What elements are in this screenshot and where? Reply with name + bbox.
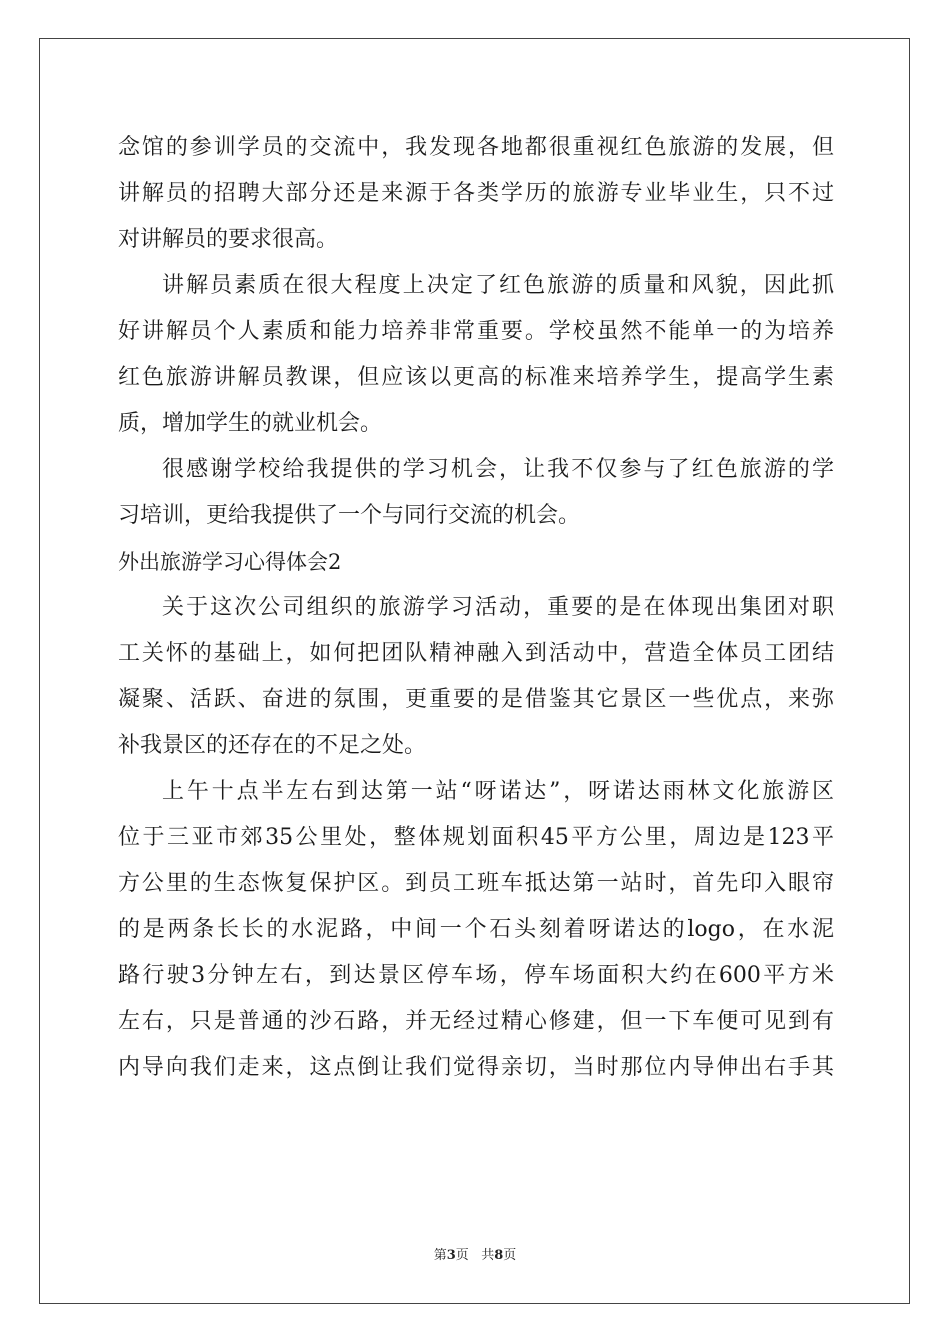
text-line-content: 关于这次公司组织的旅游学习活动，重要的是在体现出集团对职 (162, 595, 834, 620)
text-line-content: 内导向我们走来，这点倒让我们觉得亲切，当时那位内导伸出右手其 (118, 1055, 834, 1080)
text-line (118, 861, 834, 907)
text-line-content: 质，增加学生的就业机会。 (118, 411, 383, 436)
text-line-content: 外出旅游学习心得体会2 (118, 550, 342, 574)
text-line (118, 125, 834, 171)
text-line (118, 309, 834, 355)
text-line (118, 217, 834, 263)
text-line (118, 447, 834, 493)
text-line-content: 讲解员素质在很大程度上决定了红色旅游的质量和风貌，因此抓 (162, 273, 834, 298)
text-line-content: 补我景区的还存在的不足之处。 (118, 733, 427, 758)
text-line-content: 很感谢学校给我提供的学习机会，让我不仅参与了红色旅游的学 (162, 457, 834, 482)
text-line (118, 355, 834, 401)
text-line-content: 念馆的参训学员的交流中，我发现各地都很重视红色旅游的发展，但 (118, 135, 834, 160)
text-line-content: 红色旅游讲解员教课，但应该以更高的标准来培养学生，提高学生素 (118, 365, 834, 390)
document-body (118, 125, 834, 1091)
text-line-content: 位于三亚市郊35公里处，整体规划面积45平方公里，周边是123平 (118, 825, 834, 850)
total-suffix: 页 (503, 1248, 517, 1263)
text-line (118, 401, 834, 447)
text-line-content: 路行驶3分钟左右，到达景区停车场，停车场面积大约在600平方米 (118, 963, 834, 988)
text-line-content: 左右，只是普通的沙石路，并无经过精心修建，但一下车便可见到有 (118, 1009, 834, 1034)
text-line-content: 方公里的生态恢复保护区。到员工班车抵达第一站时，首先印入眼帘 (118, 871, 834, 896)
text-line (118, 677, 834, 723)
text-line (118, 723, 834, 769)
total-pages: 8 (494, 1248, 504, 1263)
text-line (118, 999, 834, 1045)
text-line (118, 769, 834, 815)
text-line-content: 讲解员的招聘大部分还是来源于各类学历的旅游专业毕业生，只不过 (118, 181, 834, 206)
text-line-content: 的是两条长长的水泥路，中间一个石头刻着呀诺达的logo，在水泥 (118, 917, 834, 942)
text-line (118, 631, 834, 677)
text-line (118, 953, 834, 999)
page-number: 3 (446, 1248, 456, 1263)
text-line (118, 907, 834, 953)
text-line (118, 585, 834, 631)
text-line-content: 对讲解员的要求很高。 (118, 227, 339, 252)
text-line (118, 493, 834, 539)
page-suffix: 页 (455, 1248, 469, 1263)
text-line-content: 习培训，更给我提供了一个与同行交流的机会。 (118, 503, 581, 528)
text-line (118, 171, 834, 217)
page-prefix: 第 (433, 1248, 447, 1263)
total-prefix: 共 (481, 1248, 495, 1263)
page-footer (0, 1244, 950, 1263)
text-line (118, 815, 834, 861)
text-line-content: 凝聚、活跃、奋进的氛围，更重要的是借鉴其它景区一些优点，来弥 (118, 687, 834, 712)
text-line (118, 263, 834, 309)
text-line-content: 工关怀的基础上，如何把团队精神融入到活动中，营造全体员工团结 (118, 641, 834, 666)
section-heading (118, 539, 834, 585)
text-line (118, 1045, 834, 1091)
text-line-content: 上午十点半左右到达第一站“呀诺达”，呀诺达雨林文化旅游区 (162, 779, 834, 804)
text-line-content: 好讲解员个人素质和能力培养非常重要。学校虽然不能单一的为培养 (118, 319, 834, 344)
